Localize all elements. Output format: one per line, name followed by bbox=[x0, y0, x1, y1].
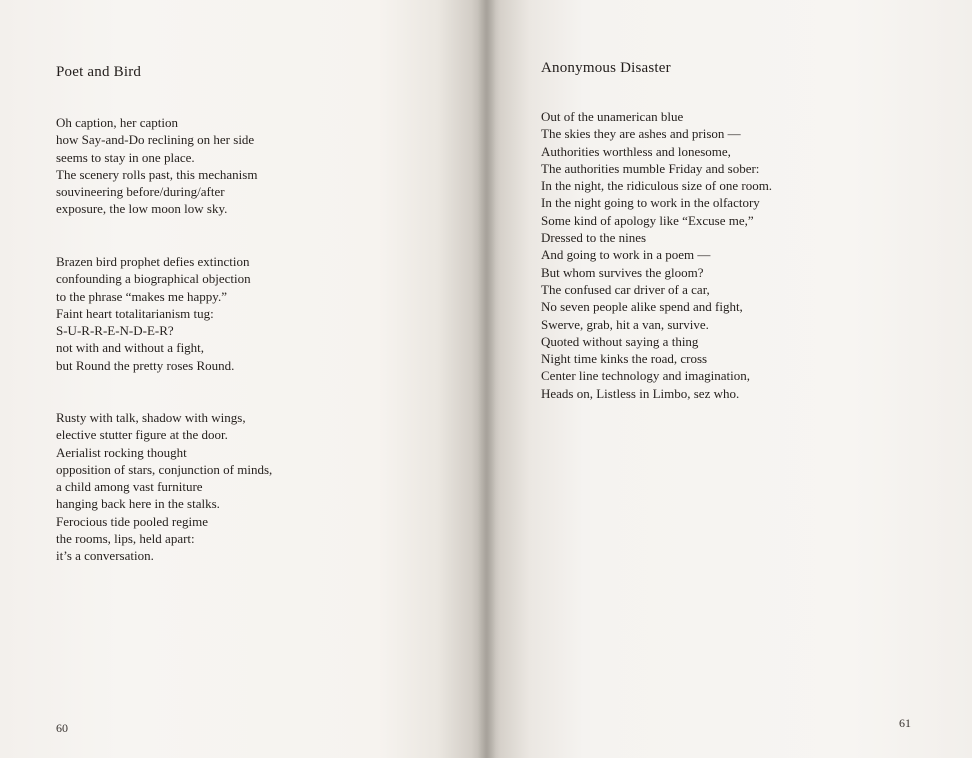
poem-body bbox=[541, 108, 772, 402]
poem-line: hanging back here in the stalks. bbox=[56, 496, 220, 512]
poem-line: elective stutter figure at the door. bbox=[56, 427, 228, 443]
poem-line: Faint heart totalitarianism tug: bbox=[56, 305, 214, 321]
poem-line: Rusty with talk, shadow with wings, bbox=[56, 410, 246, 425]
poem-line: the rooms, lips, held apart: bbox=[56, 531, 195, 547]
poem-line: Ferocious tide pooled regime bbox=[56, 513, 208, 529]
poem-line: Aerialist rocking thought bbox=[56, 444, 187, 460]
poem-line: Dressed to the nines bbox=[541, 230, 647, 246]
poem-line: opposition of stars, conjunction of minds, bbox=[56, 461, 273, 477]
poem-line: a child among vast furniture bbox=[56, 479, 203, 495]
poem-line: it’s a conversation. bbox=[56, 548, 154, 564]
poem-line: but Round the pretty roses Round. bbox=[56, 357, 235, 373]
poem-line: Out of the unamerican blue bbox=[541, 109, 684, 124]
poem-line: No seven people alike spend and fight, bbox=[541, 299, 743, 315]
poem-line: Oh caption, her caption bbox=[56, 115, 179, 130]
poem-line: to the phrase “makes me happy.” bbox=[56, 288, 227, 304]
poem-line: The scenery rolls past, this mechanism bbox=[56, 166, 258, 182]
poem-title-poet-and-bird: Poet and Bird bbox=[56, 64, 142, 80]
poem-line: Brazen bird prophet defies extinction bbox=[56, 254, 250, 269]
stanza-1 bbox=[56, 114, 257, 218]
poem-line: how Say-and-Do reclining on her side bbox=[56, 132, 255, 148]
page-number-right: 61 bbox=[899, 716, 911, 730]
poem-line: Quoted without saying a thing bbox=[541, 333, 699, 349]
poem-line: souvineering before/during/after bbox=[56, 184, 225, 200]
poem-line: exposure, the low moon low sky. bbox=[56, 201, 228, 217]
poem-line: Swerve, grab, hit a van, survive. bbox=[541, 316, 709, 332]
poem-title-anonymous-disaster: Anonymous Disaster bbox=[541, 60, 671, 76]
stanza-2 bbox=[56, 253, 251, 374]
poem-line: Authorities worthless and lonesome, bbox=[541, 143, 731, 159]
right-page bbox=[486, 0, 972, 758]
poem-line: The skies they are ashes and prison — bbox=[541, 126, 741, 142]
poem-line: The confused car driver of a car, bbox=[541, 281, 710, 297]
poem-line: confounding a biographical objection bbox=[56, 271, 251, 287]
poem-line: In the night going to work in the olfactory bbox=[541, 195, 760, 211]
poem-line: And going to work in a poem — bbox=[541, 247, 711, 263]
page-number-left: 60 bbox=[56, 721, 68, 735]
poem-line: Center line technology and imagination, bbox=[541, 368, 751, 384]
poem-line: Some kind of apology like “Excuse me,” bbox=[541, 212, 754, 228]
poem-line: S-U-R-R-E-N-D-E-R? bbox=[56, 323, 174, 339]
poem-line: seems to stay in one place. bbox=[56, 149, 195, 165]
poem-line: not with and without a fight, bbox=[56, 340, 205, 356]
poem-line: In the night, the ridiculous size of one room. bbox=[541, 178, 773, 194]
stanza-3 bbox=[56, 409, 272, 565]
poem-line: But whom survives the gloom? bbox=[541, 264, 704, 280]
poem-line: The authorities mumble Friday and sober: bbox=[541, 160, 760, 176]
poem-line: Night time kinks the road, cross bbox=[541, 351, 708, 367]
poem-line: Heads on, Listless in Limbo, sez who. bbox=[541, 385, 740, 401]
